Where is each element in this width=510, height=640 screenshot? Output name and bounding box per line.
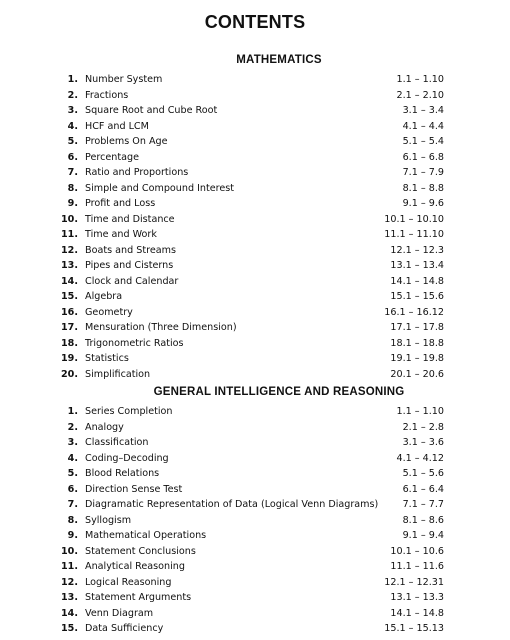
- toc-page-range: 8.1 – 8.6: [402, 514, 444, 526]
- toc-chapter-title: Statement Arguments: [85, 592, 192, 603]
- toc-chapter-title: Number System: [85, 74, 163, 85]
- toc-number: 14.: [61, 607, 78, 619]
- toc-row: [0, 351, 510, 367]
- toc-page-range: 5.1 – 5.4: [402, 136, 444, 147]
- toc-row: [0, 196, 510, 212]
- toc-row: [0, 451, 510, 467]
- toc-chapter-title: Statistics: [85, 353, 129, 364]
- toc-chapter-title: Ratio and Proportions: [85, 167, 189, 178]
- toc-row: [0, 528, 510, 544]
- toc-number: 12.: [61, 576, 78, 588]
- toc-number: 16.: [61, 306, 78, 318]
- toc-chapter-title: Simplification: [85, 368, 151, 380]
- toc-row: [0, 119, 510, 135]
- toc-chapter-title: Series Completion: [85, 406, 173, 417]
- toc-chapter-title: Fractions: [85, 89, 129, 101]
- toc-page-range: 13.1 – 13.3: [390, 592, 444, 603]
- toc-row: [0, 544, 510, 560]
- toc-chapter-title: Profit and Loss: [85, 198, 156, 209]
- toc-row: [0, 367, 510, 383]
- toc-row: [0, 404, 510, 420]
- toc-chapter-title: Coding–Decoding: [85, 452, 169, 464]
- toc-chapter-title: Mathematical Operations: [85, 530, 207, 541]
- toc-page-range: 9.1 – 9.6: [402, 198, 444, 209]
- toc-row: [0, 212, 510, 228]
- toc-number: 6.: [67, 151, 78, 163]
- toc-page-range: 14.1 – 14.8: [390, 275, 444, 287]
- toc-page-range: 2.1 – 2.8: [402, 421, 444, 433]
- toc-row: [0, 305, 510, 321]
- toc-page-range: 14.1 – 14.8: [390, 607, 444, 619]
- toc-row: [0, 606, 510, 622]
- toc-number: 17.: [61, 322, 78, 333]
- toc-page-range: 3.1 – 3.6: [402, 437, 444, 448]
- toc-number: 5.: [67, 136, 78, 147]
- toc-number: 3.: [67, 105, 78, 116]
- toc-chapter-title: Logical Reasoning: [85, 576, 172, 588]
- toc-number: 1.: [67, 406, 78, 417]
- toc-row: [0, 420, 510, 436]
- toc-number: 11.: [61, 229, 78, 240]
- toc-page-range: 4.1 – 4.12: [396, 452, 444, 464]
- toc-chapter-title: Blood Relations: [85, 468, 160, 479]
- toc-number: 10.: [61, 545, 78, 557]
- toc-number: 1.: [67, 74, 78, 85]
- toc-page-range: 4.1 – 4.4: [402, 120, 444, 132]
- toc-chapter-title: Direction Sense Test: [85, 483, 183, 495]
- toc-chapter-title: Classification: [85, 437, 149, 448]
- toc-row: [0, 72, 510, 88]
- toc-number: 15.: [61, 623, 78, 634]
- toc-chapter-title: HCF and LCM: [85, 120, 149, 132]
- toc-chapter-title: Boats and Streams: [85, 244, 176, 256]
- toc-chapter-title: Problems On Age: [85, 136, 168, 147]
- toc-number: 13.: [61, 592, 78, 603]
- toc-page-range: 11.1 – 11.6: [390, 561, 444, 572]
- toc-chapter-title: Time and Work: [85, 229, 157, 240]
- toc-number: 2.: [67, 421, 78, 433]
- toc-page-range: 16.1 – 16.12: [384, 306, 444, 318]
- toc-chapter-title: Trigonometric Ratios: [85, 337, 184, 349]
- toc-row: [0, 134, 510, 150]
- toc-row: [0, 513, 510, 529]
- toc-page-range: 1.1 – 1.10: [396, 406, 444, 417]
- toc-page-range: 2.1 – 2.10: [396, 89, 444, 101]
- toc-chapter-title: Statement Conclusions: [85, 545, 196, 557]
- toc-chapter-title: Percentage: [85, 151, 139, 163]
- toc-chapter-title: Syllogism: [85, 514, 132, 526]
- toc-number: 9.: [67, 198, 78, 209]
- toc-row: [0, 243, 510, 259]
- toc-row: [0, 181, 510, 197]
- toc-chapter-title: Time and Distance: [85, 213, 175, 225]
- toc-page-range: 6.1 – 6.4: [402, 483, 444, 495]
- toc-page-range: 17.1 – 17.8: [390, 322, 444, 333]
- section-heading-reasoning: GENERAL INTELLIGENCE AND REASONING: [153, 386, 405, 398]
- toc-row: [0, 435, 510, 451]
- toc-page-range: 1.1 – 1.10: [396, 74, 444, 85]
- toc-number: 15.: [61, 291, 78, 302]
- toc-chapter-title: Analytical Reasoning: [85, 561, 185, 572]
- toc-page-range: 15.1 – 15.6: [390, 291, 444, 302]
- toc-chapter-title: Geometry: [85, 306, 133, 318]
- toc-number: 11.: [61, 561, 78, 572]
- toc-row: [0, 103, 510, 119]
- toc-number: 3.: [67, 437, 78, 448]
- toc-page-range: 8.1 – 8.8: [402, 182, 444, 194]
- toc-row: [0, 621, 510, 637]
- toc-page-range: 7.1 – 7.9: [402, 167, 444, 178]
- toc-row: [0, 320, 510, 336]
- toc-number: 4.: [67, 452, 78, 464]
- toc-chapter-title: Mensuration (Three Dimension): [85, 322, 237, 333]
- toc-number: 13.: [61, 260, 78, 271]
- toc-chapter-title: Clock and Calendar: [85, 275, 179, 287]
- toc-page-range: 19.1 – 19.8: [390, 353, 444, 364]
- toc-row: [0, 274, 510, 290]
- toc-row: [0, 150, 510, 166]
- toc-row: [0, 575, 510, 591]
- toc-page-range: 5.1 – 5.6: [402, 468, 444, 479]
- toc-number: 9.: [67, 530, 78, 541]
- toc-chapter-title: Venn Diagram: [85, 607, 154, 619]
- toc-number: 12.: [61, 244, 78, 256]
- toc-chapter-title: Diagramatic Representation of Data (Logical Venn Diagrams): [85, 499, 379, 510]
- toc-page-range: 18.1 – 18.8: [390, 337, 444, 349]
- toc-page-range: 20.1 – 20.6: [390, 368, 444, 380]
- toc-chapter-title: Pipes and Cisterns: [85, 260, 174, 271]
- toc-row: [0, 497, 510, 513]
- toc-row: [0, 466, 510, 482]
- toc-number: 8.: [67, 182, 78, 194]
- page-title: CONTENTS: [204, 12, 306, 32]
- toc-row: [0, 165, 510, 181]
- toc-page-range: 3.1 – 3.4: [402, 105, 444, 116]
- toc-number: 2.: [67, 89, 78, 101]
- toc-number: 7.: [67, 167, 78, 178]
- toc-chapter-title: Analogy: [85, 421, 124, 433]
- toc-page-range: 6.1 – 6.8: [402, 151, 444, 163]
- toc-page-range: 13.1 – 13.4: [390, 260, 444, 271]
- toc-number: 10.: [61, 213, 78, 225]
- toc-chapter-title: Square Root and Cube Root: [85, 105, 218, 116]
- toc-page-range: 7.1 – 7.7: [402, 499, 444, 510]
- toc-page-range: 10.1 – 10.10: [384, 213, 444, 225]
- toc-row: [0, 258, 510, 274]
- toc-number: 4.: [67, 120, 78, 132]
- toc-number: 14.: [61, 275, 78, 287]
- toc-row: [0, 88, 510, 104]
- toc-number: 5.: [67, 468, 78, 479]
- toc-chapter-title: Algebra: [85, 291, 123, 302]
- toc-row: [0, 482, 510, 498]
- toc-chapter-title: Simple and Compound Interest: [85, 182, 235, 194]
- toc-row: [0, 559, 510, 575]
- toc-page-range: 15.1 – 15.13: [384, 623, 444, 634]
- toc-number: 20.: [61, 368, 78, 380]
- toc-page-range: 10.1 – 10.6: [390, 545, 444, 557]
- toc-row: [0, 289, 510, 305]
- toc-page-range: 12.1 – 12.31: [384, 576, 444, 588]
- toc-number: 8.: [67, 514, 78, 526]
- section-heading-mathematics: MATHEMATICS: [236, 54, 322, 66]
- toc-number: 6.: [67, 483, 78, 495]
- toc-page-range: 12.1 – 12.3: [390, 244, 444, 256]
- toc-page-range: 9.1 – 9.4: [402, 530, 444, 541]
- toc-page-range: 11.1 – 11.10: [384, 229, 444, 240]
- toc-row: [0, 590, 510, 606]
- toc-row: [0, 336, 510, 352]
- toc-number: 19.: [61, 353, 78, 364]
- toc-number: 18.: [61, 337, 78, 349]
- toc-row: [0, 227, 510, 243]
- toc-number: 7.: [67, 499, 78, 510]
- toc-chapter-title: Data Sufficiency: [85, 623, 164, 634]
